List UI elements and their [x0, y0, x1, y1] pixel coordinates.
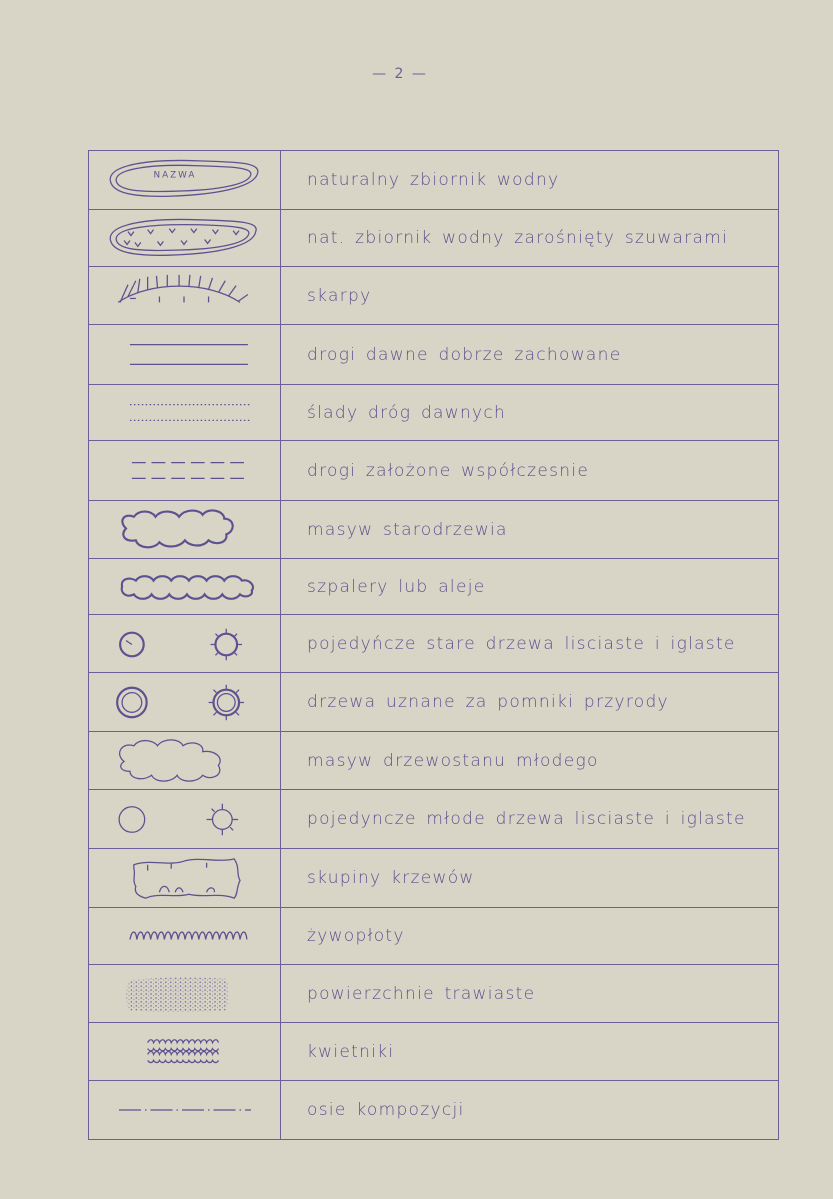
- composition-axis-icon: [89, 1081, 279, 1139]
- legend-row: [89, 1023, 778, 1081]
- symbol-cell: [89, 965, 281, 1022]
- legend-row: [89, 151, 778, 210]
- symbol-cell: [89, 501, 281, 558]
- legend-label: naturalny zbiornik wodny: [307, 170, 560, 190]
- water-body-reeds-icon: [89, 210, 279, 266]
- escarpment-icon: [89, 267, 279, 324]
- symbol-cell: [89, 849, 281, 907]
- symbol-cell: [89, 1023, 281, 1080]
- symbol-cell: [89, 1081, 281, 1139]
- legend-label: osie kompozycji: [307, 1100, 465, 1120]
- legend-row: [89, 849, 778, 908]
- legend-label: pojedyńcze stare drzewa lisciaste i iglaste: [307, 633, 736, 654]
- page-number: — 2 —: [372, 66, 428, 82]
- legend-row: [89, 965, 778, 1023]
- legend-label: pojedyncze młode drzewa lisciaste i iglaste: [307, 809, 746, 829]
- shrub-group-icon: [89, 849, 279, 907]
- water-body-name-text: NAZWA: [153, 170, 197, 181]
- legend-label: nat. zbiornik wodny zarośnięty szuwarami: [307, 228, 729, 248]
- legend-label: drogi dawne dobrze zachowane: [307, 344, 622, 365]
- legend-row: [89, 267, 778, 325]
- symbol-cell: [89, 385, 281, 440]
- symbol-cell: [89, 732, 281, 789]
- legend-label: skupiny krzewów: [307, 868, 475, 888]
- legend-row: [89, 559, 778, 615]
- single-old-tree-icon: [89, 615, 279, 672]
- alley-icon: [89, 559, 279, 614]
- old-road-traces-icon: [89, 385, 279, 440]
- nature-monument-tree-icon: [89, 673, 279, 731]
- young-tree-mass-icon: [89, 732, 279, 789]
- legend-row: [89, 385, 778, 441]
- symbol-cell: [89, 615, 281, 672]
- legend-row: [89, 501, 778, 559]
- legend-row: [89, 1081, 778, 1139]
- legend-row: [89, 790, 778, 849]
- legend-row: [89, 673, 778, 732]
- old-tree-mass-icon: [89, 501, 279, 558]
- legend-row: [89, 210, 778, 267]
- symbol-cell: [89, 325, 281, 384]
- legend-label: powierzchnie trawiaste: [307, 983, 536, 1004]
- legend-label: masyw drzewostanu młodego: [307, 750, 599, 771]
- flower-bed-icon: [89, 1023, 279, 1080]
- legend-row: [89, 732, 778, 790]
- legend-row: [89, 441, 778, 501]
- legend-table: [88, 150, 779, 1140]
- symbol-cell: [89, 210, 281, 266]
- modern-road-icon: [89, 441, 279, 500]
- grass-area-icon: [89, 965, 279, 1022]
- legend-label: żywopłoty: [307, 926, 405, 946]
- legend-label: drogi założone współczesnie: [307, 460, 590, 481]
- single-young-tree-icon: [89, 790, 279, 848]
- legend-label: ślady dróg dawnych: [307, 402, 507, 423]
- symbol-cell: [89, 673, 281, 731]
- water-body-icon: [89, 151, 279, 209]
- legend-label: masyw starodrzewia: [307, 519, 508, 540]
- symbol-cell: [89, 559, 281, 614]
- legend-label: kwietniki: [307, 1041, 395, 1062]
- old-road-preserved-icon: [89, 325, 279, 384]
- legend-row: [89, 325, 778, 385]
- legend-row: [89, 615, 778, 673]
- symbol-cell: [89, 441, 281, 500]
- symbol-cell: [89, 151, 281, 209]
- symbol-cell: [89, 267, 281, 324]
- symbol-cell: [89, 908, 281, 964]
- legend-label: szpalery lub aleje: [307, 576, 486, 597]
- legend-label: drzewa uznane za pomniki przyrody: [307, 692, 669, 712]
- legend-row: [89, 908, 778, 965]
- legend-label: skarpy: [307, 285, 372, 306]
- hedge-icon: [89, 908, 279, 964]
- symbol-cell: [89, 790, 281, 848]
